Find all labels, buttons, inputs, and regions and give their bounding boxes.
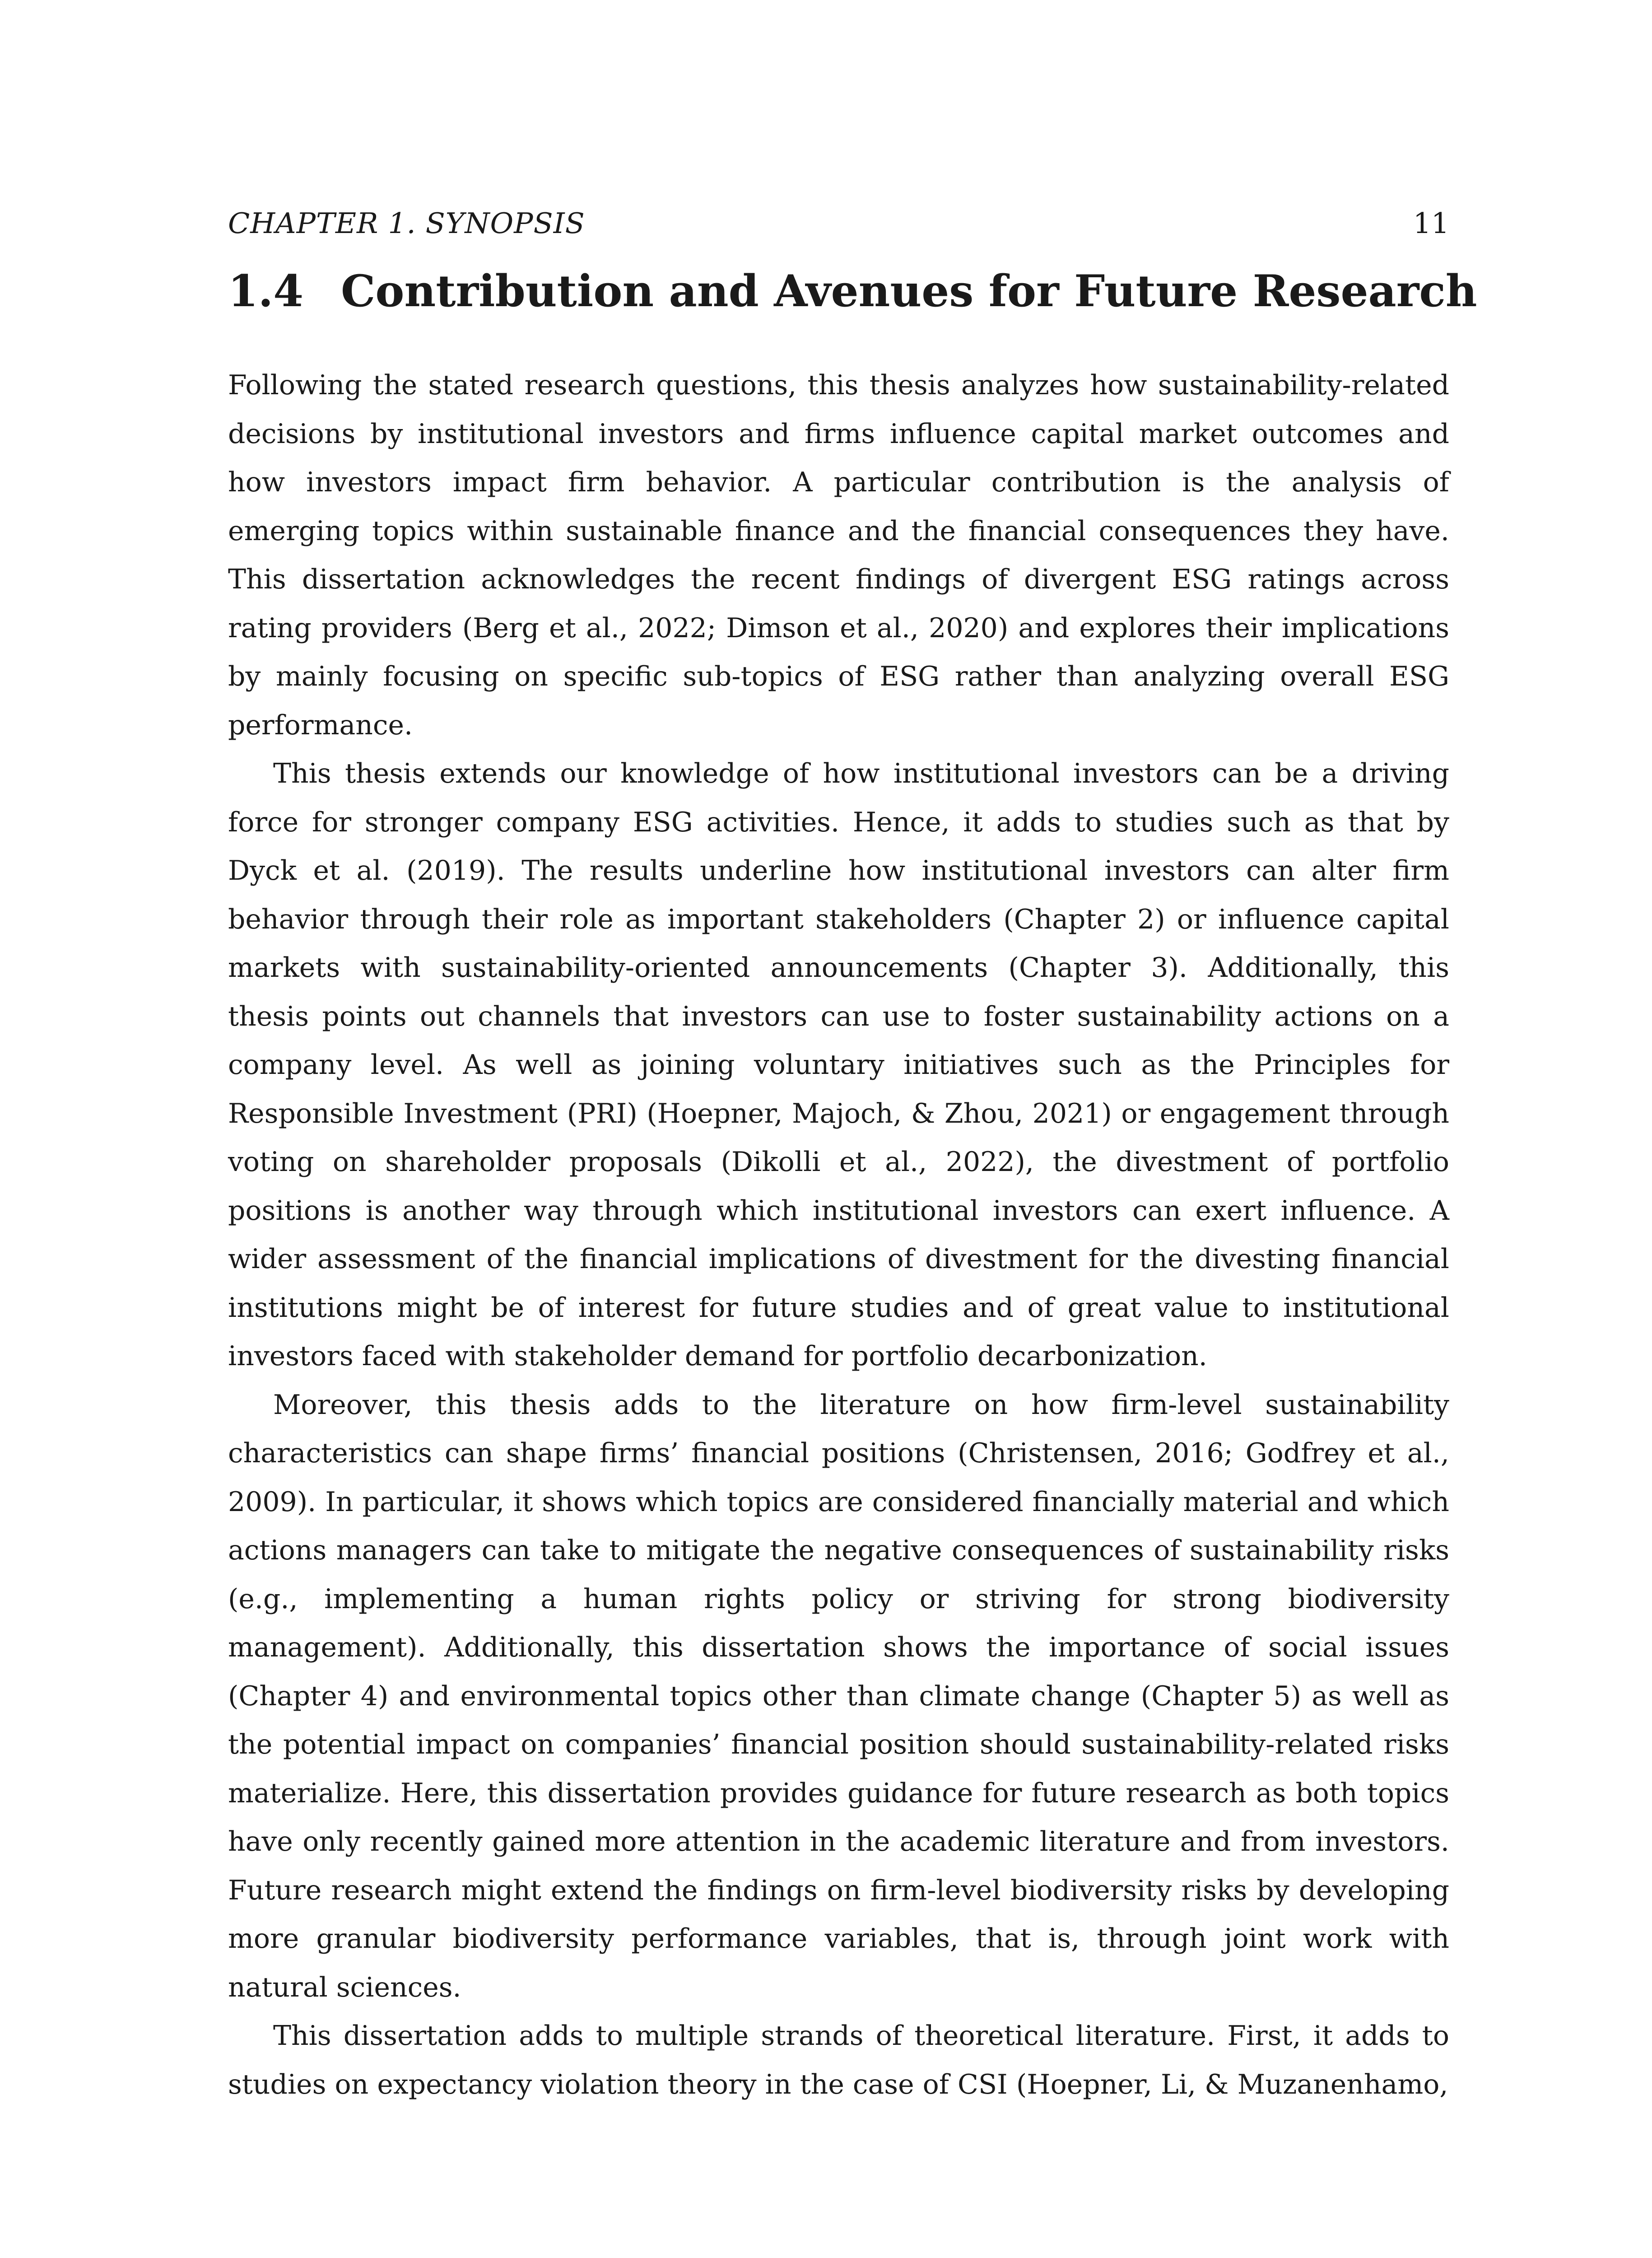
paragraph-4: This dissertation adds to multiple strands of theoretical literature. First, it adds to studies on expectancy violation theory in the case of CSI (Hoepner, Li, & Muzanenhamo, [228,2020,1449,2100]
running-header [228,205,1449,242]
document-page [228,205,1477,2109]
page-number: 11 [1413,207,1449,240]
section-heading [228,264,1477,318]
body-text [228,361,1449,2109]
paragraph-2: This thesis extends our knowledge of how institutional investors can be a driving force for stronger company ESG activities. Hence, it adds to studies such as that by Dyck et al. (2019). The results underline how institutional investors can alter firm behavior through their role as important stakeholders (Chapter 2) or influence capital markets with sustainability-oriented announcements (Chapter 3). Additionally, this thesis points out channels that investors can use to foster sustainability actions on a company level. As well as joining voluntary initiatives such as the Principles for Responsible Investment (PRI) (Hoepner, Majoch, & Zhou, 2021) or engagement through voting on shareholder proposals (Dikolli et al., 2022), the divestment of portfolio positions is another way through which institutional investors can exert influence. A wider assessment of the financial implications of divestment for the divesting financial institutions might be of interest for future studies and of great value to institutional investors faced with stakeholder demand for portfolio decarbonization. [228,758,1449,1372]
paragraph-3: Moreover, this thesis adds to the literature on how firm-level sustainability characteristics can shape firms’ financial positions (Christensen, 2016; Godfrey et al., 2009). In particular, it shows which topics are considered financially material and which actions managers can take to mitigate the negative consequences of sustainability risks (e.g., implementing a human rights policy or striving for strong biodiversity management). Additionally, this dissertation shows the importance of social issues (Chapter 4) and environmental topics other than climate change (Chapter 5) as well as the potential impact on companies’ financial position should sustainability-related risks materialize. Here, this dissertation provides guidance for future research as both topics have only recently gained more attention in the academic literature and from investors. Future research might extend the findings on firm-level biodiversity risks by developing more granular biodiversity performance variables, that is, through joint work with natural sciences. [228,1389,1449,2003]
section-title: Contribution and Avenues for Future Research [341,266,1477,317]
section-number: 1.4 [228,266,304,317]
paragraph-1: Following the stated research questions, this thesis analyzes how sustainability-related decisions by institutional investors and firms influence capital market outcomes and how investors impact firm behavior. A particular contribution is the analysis of emerging topics within sustainable finance and the financial consequences they have. This dissertation acknowledges the recent findings of divergent ESG ratings across rating providers (Berg et al., 2022; Dimson et al., 2020) and explores their implications by mainly focusing on specific sub-topics of ESG rather than analyzing overall ESG performance. [228,369,1449,741]
chapter-label: CHAPTER 1. SYNOPSIS [228,207,585,240]
